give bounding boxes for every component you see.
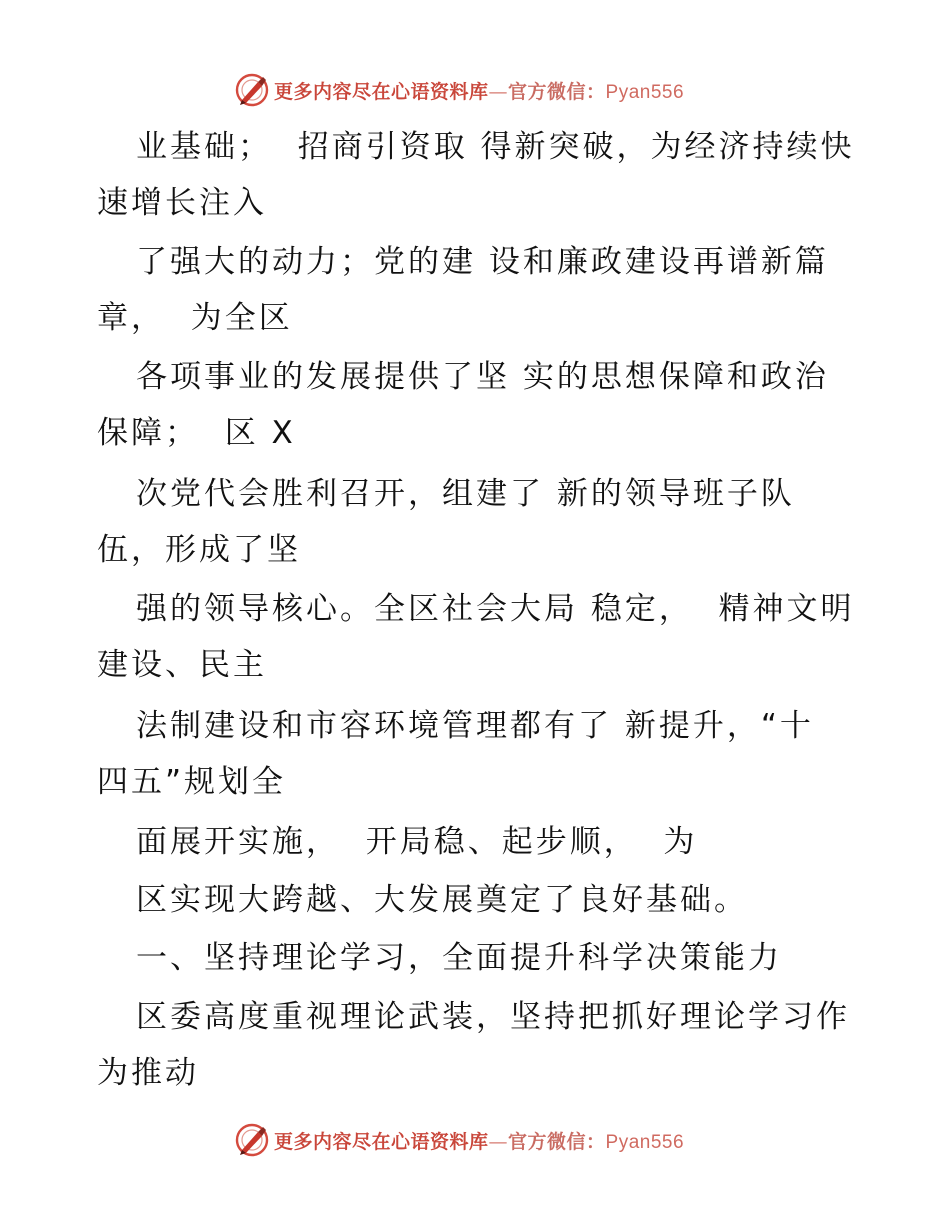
text-line: 速增长注入 xyxy=(97,185,267,221)
text-line: 了强大的动力；党的建 设和廉政建设再谱新篇 xyxy=(136,244,829,280)
text-line: 各项事业的发展提供了坚 实的思想保障和政治 xyxy=(136,359,829,395)
text-line: 法制建设和市容环境管理都有了 新提升，“十 xyxy=(136,708,814,744)
watermark-dash: — xyxy=(488,80,509,103)
text-line: 次党代会胜利召开，组建了 新的领导班子队 xyxy=(136,476,795,512)
watermark-main-text: 更多内容尽在心语资料库 xyxy=(274,1130,489,1153)
watermark-footer xyxy=(234,1120,684,1160)
text-line: 区委高度重视理论武装，坚持把抓好理论学习作 xyxy=(136,999,850,1035)
text-line: 面展开实施， 开局稳、起步顺， 为 xyxy=(136,824,698,860)
pen-logo-icon xyxy=(234,1122,270,1158)
text-line: 区实现大跨越、大发展奠定了良好基础。 xyxy=(136,882,748,918)
text-line: 章， 为全区 xyxy=(97,300,293,336)
watermark-mid-text: 官方微信： xyxy=(508,1130,606,1153)
text-line: 业基础； 招商引资取 得新突破，为经济持续快 xyxy=(136,129,855,165)
pen-logo-icon xyxy=(234,72,270,108)
text-line: 建设、民主 xyxy=(97,647,267,683)
text-line: 四五”规划全 xyxy=(97,764,287,800)
watermark-id-text: Pyan556 xyxy=(605,81,685,103)
watermark-id-text: Pyan556 xyxy=(605,1131,685,1153)
text-line: 强的领导核心。全区社会大局 稳定， 精神文明 xyxy=(136,591,855,627)
text-line: 保障； 区 X xyxy=(97,415,296,451)
watermark-mid-text: 官方微信： xyxy=(508,80,606,103)
text-line: 伍，形成了坚 xyxy=(97,532,301,568)
watermark-header xyxy=(234,70,684,110)
text-line: 为推动 xyxy=(97,1055,199,1091)
section-heading: 一、坚持理论学习，全面提升科学决策能力 xyxy=(136,940,782,976)
watermark-main-text: 更多内容尽在心语资料库 xyxy=(274,80,489,103)
watermark-dash: — xyxy=(488,1130,509,1153)
